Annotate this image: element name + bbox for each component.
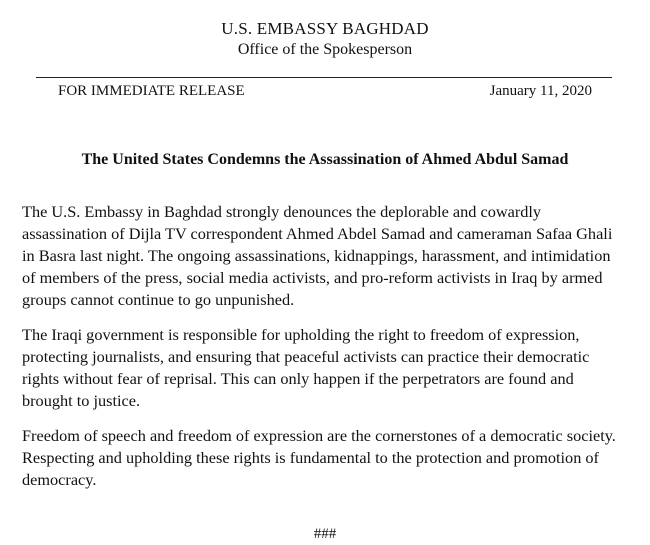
release-date: January 11, 2020 [489,83,592,99]
header-divider [36,77,612,78]
paragraph-text: Freedom of speech and freedom of expression are the cornerstones of a democratic society. Respecting and upholding these rights is fundamental to the protection and promotion of democracy. [22,426,616,489]
body-paragraph-2 [22,324,628,412]
end-of-release-mark: ### [313,526,337,542]
paragraph-text: The U.S. Embassy in Baghdad strongly denounces the deplorable and cowardly assassination of Dijla TV correspondent Ahmed Abdel Samad and cameraman Safaa Ghali in Basra last night. The ongoing assassinations, kidnappings, harassment, and intimidation of members of the press, social media activists, and pro-reform activists in Iraq by armed groups cannot continue to go unpunished. [22,202,613,309]
body-paragraph-3 [22,425,628,491]
letterhead [0,18,650,60]
press-release-headline: The United States Condemns the Assassination of Ahmed Abdul Samad [81,151,569,168]
office-name: Office of the Spokesperson [237,41,413,58]
organization-name: U.S. EMBASSY BAGHDAD [221,19,429,38]
release-label: FOR IMMEDIATE RELEASE [58,83,245,99]
release-row [58,81,592,101]
paragraph-text: The Iraqi government is responsible for upholding the right to freedom of expression, protecting journalists, and ensuring that peaceful activists can practice their democratic rights without fear of reprisal. This can only happen if the perpetrators are found and brought to justice. [22,325,590,410]
body-paragraph-1 [22,201,628,311]
